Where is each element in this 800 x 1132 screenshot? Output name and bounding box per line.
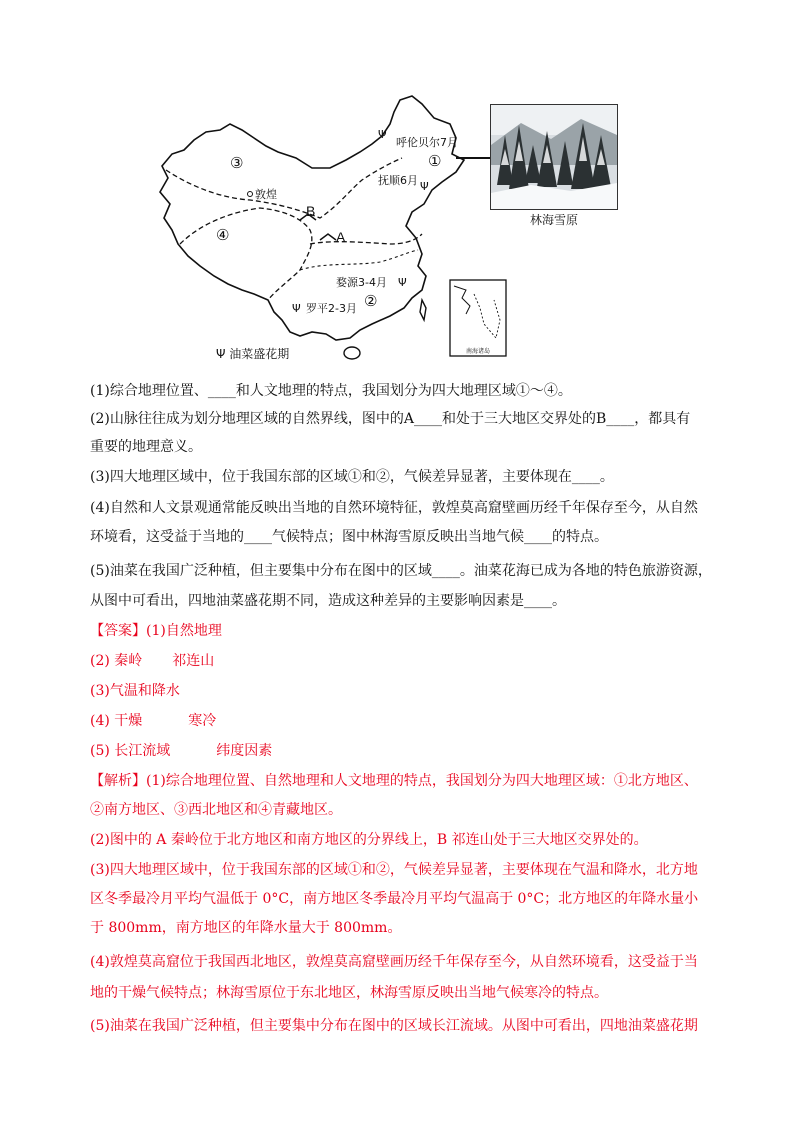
hulunbuir-label: 呼伦贝尔7月 (396, 136, 458, 149)
wuyuan-symbol: Ψ (398, 276, 407, 289)
inset-frame (450, 280, 506, 356)
analysis-line-1 (90, 771, 730, 791)
analysis-line-6: 于 800mm，南方地区的年降水量大于 800mm。 (90, 920, 402, 936)
question-1: (1)综合地理位置、____和人文地理的特点，我国划分为四大地理区域①～④。 (90, 383, 572, 399)
answer-line-2 (90, 651, 730, 671)
wuyuan-label: 婺源3-4月 (336, 276, 387, 289)
inset-label: 南海诸岛 (465, 348, 491, 355)
photo-caption: 林海雪原 (529, 213, 578, 227)
snow-forest-image (491, 105, 617, 209)
analysis-line-2: ②南方地区、③西北地区和④青藏地区。 (90, 802, 342, 818)
answer-2-1: (2) 秦岭 (90, 653, 143, 669)
answer-line-4 (90, 711, 730, 731)
luoping-symbol: Ψ (292, 302, 301, 315)
analysis-line-4: (3)四大地理区域中，位于我国东部的区域①和②，气候差异显著，主要体现在气温和降水，北方地 (90, 862, 698, 878)
fushun-symbol: Ψ (420, 180, 429, 193)
photo-connector-line (456, 157, 491, 159)
answer-5-2: 纬度因素 (216, 743, 273, 759)
dunhuang-dot (248, 192, 253, 197)
region-1-label: ① (428, 152, 442, 170)
mountain-a-symbol (320, 234, 336, 240)
answer-2-2: 祁连山 (172, 653, 215, 669)
region-4-label: ④ (216, 226, 230, 244)
question-4-line-2: 环境看，这受益于当地的____气候特点；图中林海雪原反映出当地气候____的特点。 (90, 529, 608, 545)
analysis-line-7: (4)敦煌莫高窟位于我国西北地区，敦煌莫高窟壁画历经千年保存至今，从自然环境看，这受益于当 (90, 954, 698, 970)
question-3: (3)四大地理区域中，位于我国东部的区域①和②，气候差异显著，主要体现在____。 (90, 469, 614, 485)
answer-3: (3)气温和降水 (90, 683, 180, 699)
dunhuang-label: 敦煌 (255, 188, 277, 201)
analysis-line-3: (2)图中的 A 秦岭位于北方地区和南方地区的分界线上，B 祁连山处于三大地区交界处的。 (90, 832, 648, 848)
map-legend: Ψ 油菜盛花期 (216, 347, 290, 361)
boundary-qingzang (180, 208, 312, 300)
boundary-yangtze (300, 250, 418, 270)
question-2-line-1: (2)山脉往往成为划分地理区域的自然界线，图中的A____和处于三大地区交界处的B____，都具有 (90, 411, 691, 427)
point-b-label: B (306, 203, 316, 219)
taiwan-island (420, 300, 426, 320)
fushun-label: 抚顺6月 (378, 174, 418, 187)
analysis-line-8: 地的干燥气候特点；林海雪原位于东北地区，林海雪原反映出当地气候寒冷的特点。 (90, 985, 608, 1001)
answer-1: (1)自然地理 (146, 623, 222, 639)
question-2-line-2: 重要的地理意义。 (90, 439, 202, 455)
hulunbuir-symbol: Ψ (378, 128, 387, 141)
hainan-island (344, 347, 360, 359)
luoping-label: 罗平2-3月 (306, 302, 357, 315)
analysis-line-5: 区冬季最冷月平均气温低于 0°C，南方地区冬季最冷月平均气温高于 0°C；北方地区的年降水量小 (90, 891, 699, 907)
question-5-line-1: (5)油菜在我国广泛种植，但主要集中分布在图中的区域____。油菜花海已成为各地的特色旅游资源， (90, 563, 712, 579)
question-5-line-2: 从图中可看出，四地油菜盛花期不同，造成这种差异的主要影响因素是____。 (90, 593, 566, 609)
analysis-line-9: (5)油菜在我国广泛种植，但主要集中分布在图中的区域长江流域。从图中可看出，四地油菜盛花期 (90, 1018, 698, 1034)
china-region-map (150, 94, 520, 364)
region-2-label: ② (364, 292, 378, 310)
region-3-label: ③ (230, 154, 244, 172)
answer-4-1: (4) 干燥 (90, 713, 143, 729)
analysis-text-1: (1)综合地理位置、自然地理和人文地理的特点，我国划分为四大地理区域：①北方地区、 (146, 773, 698, 789)
answer-5-1: (5) 长江流域 (90, 743, 171, 759)
map-svg (150, 94, 520, 364)
snow-forest-photo (490, 104, 618, 210)
boundary-northwest (166, 158, 402, 218)
answer-4-2: 寒冷 (188, 713, 217, 729)
answer-label: 【答案】 (90, 623, 146, 639)
analysis-label: 【解析】 (90, 773, 146, 789)
answer-line-5 (90, 741, 730, 761)
point-a-label: A (336, 229, 346, 245)
answer-line-1 (90, 621, 730, 641)
question-4-line-1: (4)自然和人文景观通常能反映出当地的自然环境特征，敦煌莫高窟壁画历经千年保存至今，从自然 (90, 500, 698, 516)
